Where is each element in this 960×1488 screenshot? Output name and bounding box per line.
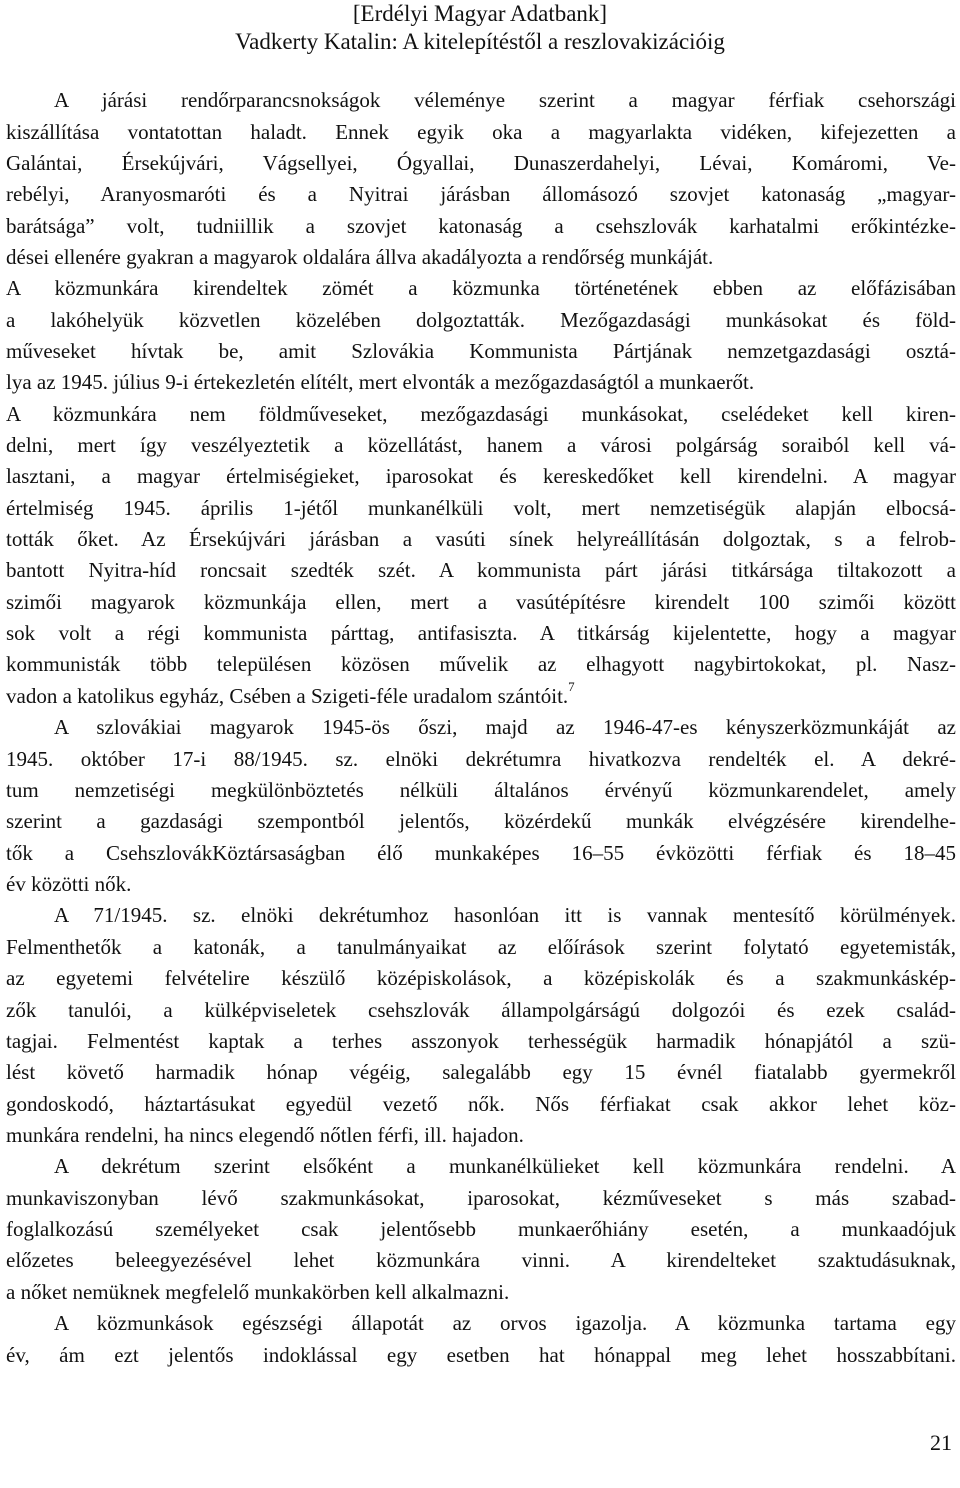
text-line (6, 777, 956, 803)
text-line (6, 714, 956, 740)
line-text: 1945. október 17-i 88/1945. sz. elnöki dekrétumra hivatkozva rendelték el. A dekré- (6, 747, 956, 771)
text-line (6, 557, 956, 583)
line-text: sok volt a régi kommunista párttag, antifasiszta. A titkárság kijelentette, hogy a magyar (6, 621, 956, 645)
text-line (6, 1279, 956, 1305)
line-text: A dekrétum szerint elsőként a munkanélkülieket kell közmunkára rendelni. A (54, 1154, 956, 1178)
line-text: bantott Nyitra-híd roncsait szedték szét. A kommunista párt járási titkársága tiltakozott a (6, 558, 956, 582)
line-text: a lakóhelyük közvetlen közelében dolgoztatták. Mezőgazdasági munkásokat és föld- (6, 308, 956, 332)
line-text: rebélyi, Aranyosmaróti és a Nyitrai járásban állomásozó szovjet katonaság „magyar- (6, 182, 956, 206)
text-line (6, 934, 956, 960)
line-text: delni, mert így veszélyeztetik a közellátást, hanem a városi polgárság soraiból kell vá- (6, 433, 956, 457)
line-text: lést követő harmadik hónap végéig, salegalább egy 15 évnél fiatalabb gyermekről (6, 1060, 956, 1084)
line-text: A járási rendőrparancsnokságok véleménye szerint a magyar férfiak csehországi (54, 88, 956, 112)
line-text: tum nemzetiségi megkülönböztetés nélküli általános érvényű közmunkarendelet, amely (6, 778, 956, 802)
line-text: Galántai, Érsekújvári, Vágsellyei, Ógyallai, Dunaszerdahelyi, Lévai, Komáromi, Ve- (6, 151, 956, 175)
line-text: munkára rendelni, ha nincs elegendő nőtlen férfi, ill. hajadon. (6, 1123, 524, 1147)
line-text: előzetes beleegyezésével lehet közmunkára vinni. A kirendelteket szaktudásuknak, (6, 1248, 956, 1272)
header-source: [Erdélyi Magyar Adatbank] (352, 1, 608, 26)
text-line (6, 1216, 956, 1242)
text-line (6, 965, 956, 991)
text-line (6, 679, 956, 709)
line-text: értelmiség 1945. április 1-jétől munkanélküli volt, mert nemzetiségük alapján elbocsá- (6, 496, 956, 520)
text-line (6, 1153, 956, 1179)
line-text: dései ellenére gyakran a magyarok oldalára állva akadályozta a rendőrség munkáját. (6, 245, 714, 269)
footnote-ref: 7 (568, 679, 575, 694)
line-text: tagjai. Felmentést kaptak a terhes asszonyok terhességük harmadik hónapjától a szü- (6, 1029, 956, 1053)
line-text: A közmunkára nem földműveseket, mezőgazdasági munkásokat, cselédeket kell kiren- (6, 402, 956, 426)
text-line (6, 213, 956, 239)
line-text: lasztani, a magyar értelmiségieket, iparosokat és kereskedőket kell kirendelni. A magyar (6, 464, 956, 488)
line-text: Felmenthetők a katonák, a tanulmányaikat az előírások szerint folytató egyetemisták, (6, 935, 956, 959)
text-line (6, 902, 956, 928)
line-text: A 71/1945. sz. elnöki dekrétumhoz hasonlóan itt is vannak mentesítő körülmények. (54, 903, 956, 927)
text-line (6, 1342, 956, 1368)
line-text: munkaviszonyban lévő szakmunkásokat, iparosokat, kézműveseket s más szabad- (6, 1186, 956, 1210)
text-line (6, 1059, 956, 1085)
text-line (6, 244, 956, 270)
line-text: kommunisták több településen közösen művelik az elhagyott nagybirtokokat, pl. Nasz- (6, 652, 956, 676)
text-line (6, 651, 956, 677)
line-text: tők a CsehszlovákKöztársaságban élő munkaképes 16–55 évközötti férfiak és 18–45 (6, 841, 956, 865)
text-line (6, 1122, 956, 1148)
text-line (6, 307, 956, 333)
text-line (6, 808, 956, 834)
text-line (6, 463, 956, 489)
line-text: a nőket nemüknek megfelelő munkakörben kell alkalmazni. (6, 1280, 510, 1304)
text-line (6, 338, 956, 364)
text-line (6, 181, 956, 207)
line-text: műveseket hívtak be, amit Szlovákia Kommunista Pártjának nemzetgazdasági osztá- (6, 339, 956, 363)
text-line (6, 401, 956, 427)
text-line (6, 746, 956, 772)
text-line (6, 526, 956, 552)
text-line (6, 432, 956, 458)
line-text: gondoskodó, háztartásukat egyedül vezető nők. Nős férfiakat csak akkor lehet köz- (6, 1092, 956, 1116)
line-text: szimői magyarok közmunkája ellen, mert a vasútépítésre kirendelt 100 szimői között (6, 590, 956, 614)
line-text: tották őket. Az Érsekújvári járásban a vasúti sínek helyreállításán dolgoztak, s a felrob- (6, 527, 956, 551)
text-line (6, 1028, 956, 1054)
text-line (6, 871, 956, 897)
line-text: barátsága” volt, tudniillik a szovjet katonaság a csehszlovák karhatalmi erőkintézke- (6, 214, 956, 238)
text-line (6, 589, 956, 615)
text-line (6, 1247, 956, 1273)
line-text: az egyetemi felvételire készülő középiskolások, a középiskolák és a szakmunkáskép- (6, 966, 956, 990)
text-line (6, 840, 956, 866)
line-text: szerint a gazdasági szempontból jelentős, közérdekű munkák elvégzésére kirendelhe- (6, 809, 956, 833)
line-text: kiszállítása vontatottan haladt. Ennek egyik oka a magyarlakta vidéken, kifejezetten a (6, 120, 956, 144)
line-text: A közmunkások egészségi állapotát az orvos igazolja. A közmunka tartama egy (54, 1311, 956, 1335)
line-text: vadon a katolikus egyház, Csében a Szigeti-féle uradalom szántóit. (6, 684, 569, 708)
text-line (6, 620, 956, 646)
text-line (6, 1310, 956, 1336)
text-line (6, 275, 956, 301)
header-author-title: Vadkerty Katalin: A kitelepítéstől a reszlovakizációig (235, 29, 725, 54)
text-line (6, 1091, 956, 1117)
page-number: 21 (930, 1430, 952, 1455)
line-text: A közmunkára kirendeltek zömét a közmunka történetének ebben az előfázisában (6, 276, 956, 300)
text-line (6, 495, 956, 521)
text-line (6, 150, 956, 176)
text-line (6, 119, 956, 145)
text-line (6, 1185, 956, 1211)
line-text: A szlovákiai magyarok 1945-ös őszi, majd az 1946-47-es kényszerközmunkáját az (54, 715, 956, 739)
line-text: lya az 1945. július 9-i értekezletén elítélt, mert elvonták a mezőgazdaságtól a munkaerőt. (6, 370, 755, 394)
line-text: év közötti nők. (6, 872, 132, 896)
text-line (6, 997, 956, 1023)
line-text: zők tanulói, a külképviseletek csehszlovák állampolgárságú dolgozói és ezek család- (6, 998, 956, 1022)
text-line (6, 87, 956, 113)
line-text: foglalkozású személyeket csak jelentősebb munkaerőhiány esetén, a munkaadójuk (6, 1217, 956, 1241)
line-text: év, ám ezt jelentős indoklással egy esetben hat hónappal meg lehet hosszabbítani. (6, 1343, 956, 1367)
text-line (6, 369, 956, 395)
